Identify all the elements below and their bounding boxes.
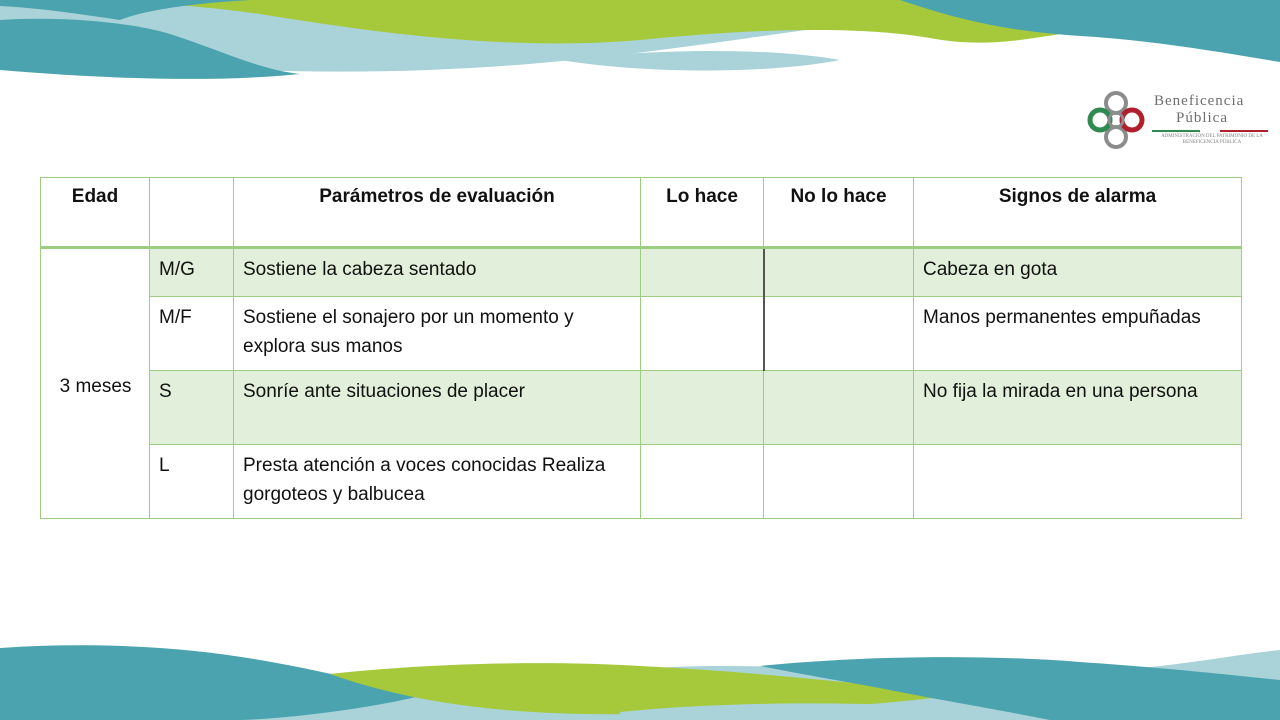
age-cell: 3 meses [41, 248, 150, 519]
parameter-cell: Sostiene el sonajero por un momento y explora sus manos [234, 297, 641, 371]
top-wave-decoration [0, 0, 1280, 90]
table-row [41, 297, 1242, 371]
logo-red-rule [1220, 130, 1268, 132]
logo-title-line1: Beneficencia [1154, 93, 1245, 109]
header-signos-alarma: Signos de alarma [914, 178, 1242, 248]
table-row [41, 248, 1242, 297]
logo-subtitle: ADMINISTRACIÓN DEL PATRIMONIO DE LA BENEFICENCIA PÚBLICA [1161, 134, 1263, 145]
parameter-cell: Sonríe ante situaciones de placer [234, 371, 641, 445]
alarm-cell: No fija la mirada en una persona [914, 371, 1242, 445]
lo-hace-cell[interactable] [641, 297, 764, 371]
area-cell: M/F [150, 297, 234, 371]
alarm-cell: Manos permanentes empuñadas [914, 297, 1242, 371]
lo-hace-cell[interactable] [641, 248, 764, 297]
no-lo-hace-cell[interactable] [764, 248, 914, 297]
parameter-cell: Sostiene la cabeza sentado [234, 248, 641, 297]
table-row [41, 445, 1242, 519]
table-row [41, 371, 1242, 445]
bottom-wave-decoration [0, 640, 1280, 720]
header-area [150, 178, 234, 248]
no-lo-hace-cell[interactable] [764, 445, 914, 519]
area-cell: M/G [150, 248, 234, 297]
parameter-cell: Presta atención a voces conocidas Realiza gorgoteos y balbucea [234, 445, 641, 519]
logo-title-line2: Pública [1176, 110, 1228, 126]
no-lo-hace-cell[interactable] [764, 297, 914, 371]
header-edad: Edad [41, 178, 150, 248]
lo-hace-cell[interactable] [641, 445, 764, 519]
area-cell: L [150, 445, 234, 519]
alarm-cell: Cabeza en gota [914, 248, 1242, 297]
logo-green-rule [1152, 130, 1200, 132]
lo-hace-cell[interactable] [641, 371, 764, 445]
table-header-row [41, 178, 1242, 248]
alarm-cell [914, 445, 1242, 519]
header-lo-hace: Lo hace [641, 178, 764, 248]
header-no-lo-hace: No lo hace [764, 178, 914, 248]
evaluation-table [40, 177, 1242, 519]
no-lo-hace-cell[interactable] [764, 371, 914, 445]
area-cell: S [150, 371, 234, 445]
beneficencia-publica-logo [1086, 90, 1272, 152]
logo-emblem-icon [1086, 90, 1146, 150]
header-parametros: Parámetros de evaluación [234, 178, 641, 248]
